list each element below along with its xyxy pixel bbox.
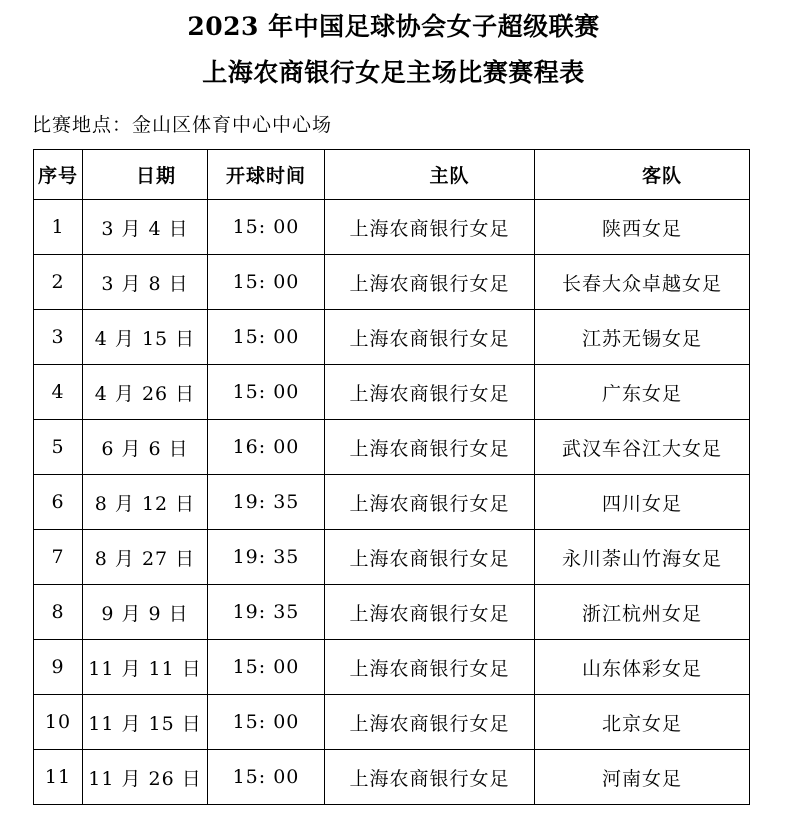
cell-home-team: 上海农商银行女足 <box>325 585 535 640</box>
cell-date: 4 月 15 日 <box>83 310 208 365</box>
cell-date: 11 月 15 日 <box>83 695 208 750</box>
table-row <box>34 310 750 365</box>
cell-time: 15: 00 <box>208 200 325 255</box>
cell-no: 10 <box>34 695 83 750</box>
cell-no: 5 <box>34 420 83 475</box>
cell-away-team: 北京女足 <box>535 695 750 750</box>
header-date: 日期 <box>83 150 208 200</box>
cell-home-team: 上海农商银行女足 <box>325 310 535 365</box>
cell-away-team: 长春大众卓越女足 <box>535 255 750 310</box>
table-row <box>34 640 750 695</box>
venue-line: 比赛地点：金山区体育中心中心场 <box>32 114 333 136</box>
cell-date: 9 月 9 日 <box>83 585 208 640</box>
document-title: 2023 年中国足球协会女子超级联赛 <box>187 12 600 41</box>
header-no: 序号 <box>34 150 83 200</box>
cell-no: 8 <box>34 585 83 640</box>
cell-home-team: 上海农商银行女足 <box>325 255 535 310</box>
cell-time: 15: 00 <box>208 310 325 365</box>
cell-no: 6 <box>34 475 83 530</box>
cell-home-team: 上海农商银行女足 <box>325 420 535 475</box>
cell-away-team: 广东女足 <box>535 365 750 420</box>
cell-home-team: 上海农商银行女足 <box>325 640 535 695</box>
cell-home-team: 上海农商银行女足 <box>325 750 535 805</box>
table-row <box>34 475 750 530</box>
cell-home-team: 上海农商银行女足 <box>325 365 535 420</box>
cell-away-team: 四川女足 <box>535 475 750 530</box>
cell-date: 11 月 26 日 <box>83 750 208 805</box>
header-away-team: 客队 <box>535 150 750 200</box>
table-row <box>34 255 750 310</box>
cell-time: 15: 00 <box>208 750 325 805</box>
cell-away-team: 浙江杭州女足 <box>535 585 750 640</box>
header-home-team: 主队 <box>325 150 535 200</box>
cell-time: 19: 35 <box>208 585 325 640</box>
cell-home-team: 上海农商银行女足 <box>325 530 535 585</box>
table-row <box>34 585 750 640</box>
cell-time: 15: 00 <box>208 365 325 420</box>
cell-no: 3 <box>34 310 83 365</box>
cell-home-team: 上海农商银行女足 <box>325 200 535 255</box>
cell-time: 15: 00 <box>208 640 325 695</box>
cell-date: 11 月 11 日 <box>83 640 208 695</box>
cell-date: 3 月 4 日 <box>83 200 208 255</box>
table-row <box>34 530 750 585</box>
table-row <box>34 365 750 420</box>
header-row <box>34 150 750 200</box>
cell-time: 15: 00 <box>208 695 325 750</box>
schedule-table <box>33 149 750 805</box>
cell-away-team: 河南女足 <box>535 750 750 805</box>
document-subtitle: 上海农商银行女足主场比赛赛程表 <box>202 58 585 87</box>
cell-away-team: 山东体彩女足 <box>535 640 750 695</box>
cell-home-team: 上海农商银行女足 <box>325 475 535 530</box>
cell-date: 8 月 12 日 <box>83 475 208 530</box>
cell-away-team: 江苏无锡女足 <box>535 310 750 365</box>
cell-no: 9 <box>34 640 83 695</box>
cell-no: 2 <box>34 255 83 310</box>
table-row <box>34 420 750 475</box>
cell-time: 15: 00 <box>208 255 325 310</box>
cell-no: 1 <box>34 200 83 255</box>
cell-away-team: 陕西女足 <box>535 200 750 255</box>
cell-date: 3 月 8 日 <box>83 255 208 310</box>
cell-time: 19: 35 <box>208 475 325 530</box>
cell-home-team: 上海农商银行女足 <box>325 695 535 750</box>
cell-away-team: 武汉车谷江大女足 <box>535 420 750 475</box>
cell-no: 11 <box>34 750 83 805</box>
cell-date: 4 月 26 日 <box>83 365 208 420</box>
cell-away-team: 永川荼山竹海女足 <box>535 530 750 585</box>
cell-date: 8 月 27 日 <box>83 530 208 585</box>
table-row <box>34 695 750 750</box>
cell-no: 4 <box>34 365 83 420</box>
schedule-body <box>34 200 750 805</box>
cell-date: 6 月 6 日 <box>83 420 208 475</box>
header-time: 开球时间 <box>208 150 325 200</box>
cell-time: 16: 00 <box>208 420 325 475</box>
table-row <box>34 200 750 255</box>
table-row <box>34 750 750 805</box>
cell-no: 7 <box>34 530 83 585</box>
cell-time: 19: 35 <box>208 530 325 585</box>
